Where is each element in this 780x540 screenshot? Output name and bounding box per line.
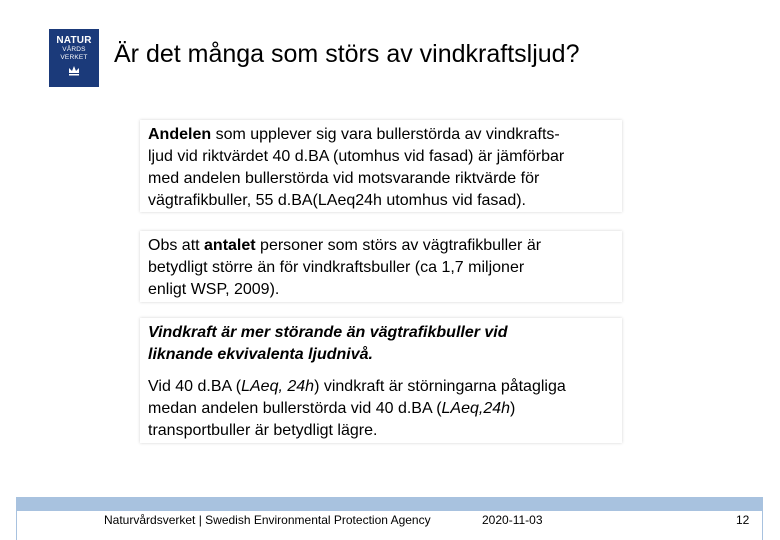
box3-heading-1: Vindkraft är mer störande än vägtrafikbuller vid: [148, 324, 508, 341]
box3-line-2: [148, 398, 614, 420]
box3-line-2a: medan andelen bullerstörda vid 40 d.BA (: [148, 400, 442, 417]
box3-line-2c: ): [510, 400, 516, 417]
footer-right-rule: [762, 511, 763, 540]
box2-bold-word: antalet: [204, 237, 256, 254]
logo-line-3: VERKET: [60, 54, 88, 61]
box3-line-1c: ) vindkraft är störningarna påtagliga: [314, 378, 566, 395]
box3-line-1: [148, 376, 614, 398]
text-box-comparison: [140, 318, 622, 443]
box1-line-1-text: som upplever sig vara bullerstörda av vindkrafts-: [211, 126, 560, 143]
box1-line-1: [148, 124, 614, 146]
footer-date: 2020-11-03: [482, 513, 543, 527]
text-box-share-annoyed: [140, 120, 622, 212]
box2-pre: Obs att: [148, 237, 205, 254]
box3-line-1a: Vid 40 d.BA (: [148, 378, 242, 395]
box1-lead: Andelen: [148, 126, 212, 143]
naturvardsverket-logo: [49, 29, 99, 87]
footer-bar: [16, 497, 763, 511]
box2-line-1-text: personer som störs av vägtrafikbuller är: [255, 237, 542, 254]
box1-line-4: vägtrafikbuller, 55 d.BA(LAeq24h utomhus vid fasad).: [148, 192, 526, 209]
footer-organization: Naturvårdsverket | Swedish Environmental Protection Agency: [104, 513, 431, 527]
logo-line-2: VÅRDS: [62, 46, 86, 53]
box3-line-3: transportbuller är betydligt lägre.: [148, 422, 378, 439]
box2-line-3: enligt WSP, 2009).: [148, 281, 280, 298]
box3-line-2b: LAeq,24h: [441, 400, 511, 417]
crown-emblem-icon: [67, 64, 81, 76]
box2-line-2: betydligt större än för vindkraftsbuller (ca 1,7 miljoner: [148, 259, 525, 276]
logo-line-1: NATUR: [56, 35, 92, 46]
box1-line-3: med andelen bullerstörda vid motsvarande riktvärde för: [148, 170, 540, 187]
text-box-number-annoyed: [140, 231, 622, 302]
box1-line-2: ljud vid riktvärdet 40 d.BA (utomhus vid fasad) är jämförbar: [148, 148, 565, 165]
slide-title: Är det många som störs av vindkraftsljud?: [114, 40, 580, 68]
box2-line-1: [148, 235, 614, 257]
box3-heading-2: liknande ekvivalenta ljudnivå.: [148, 346, 373, 363]
footer-page-number: 12: [736, 513, 750, 527]
box3-line-1b: LAeq, 24h: [241, 378, 315, 395]
footer-left-rule: [16, 511, 17, 540]
